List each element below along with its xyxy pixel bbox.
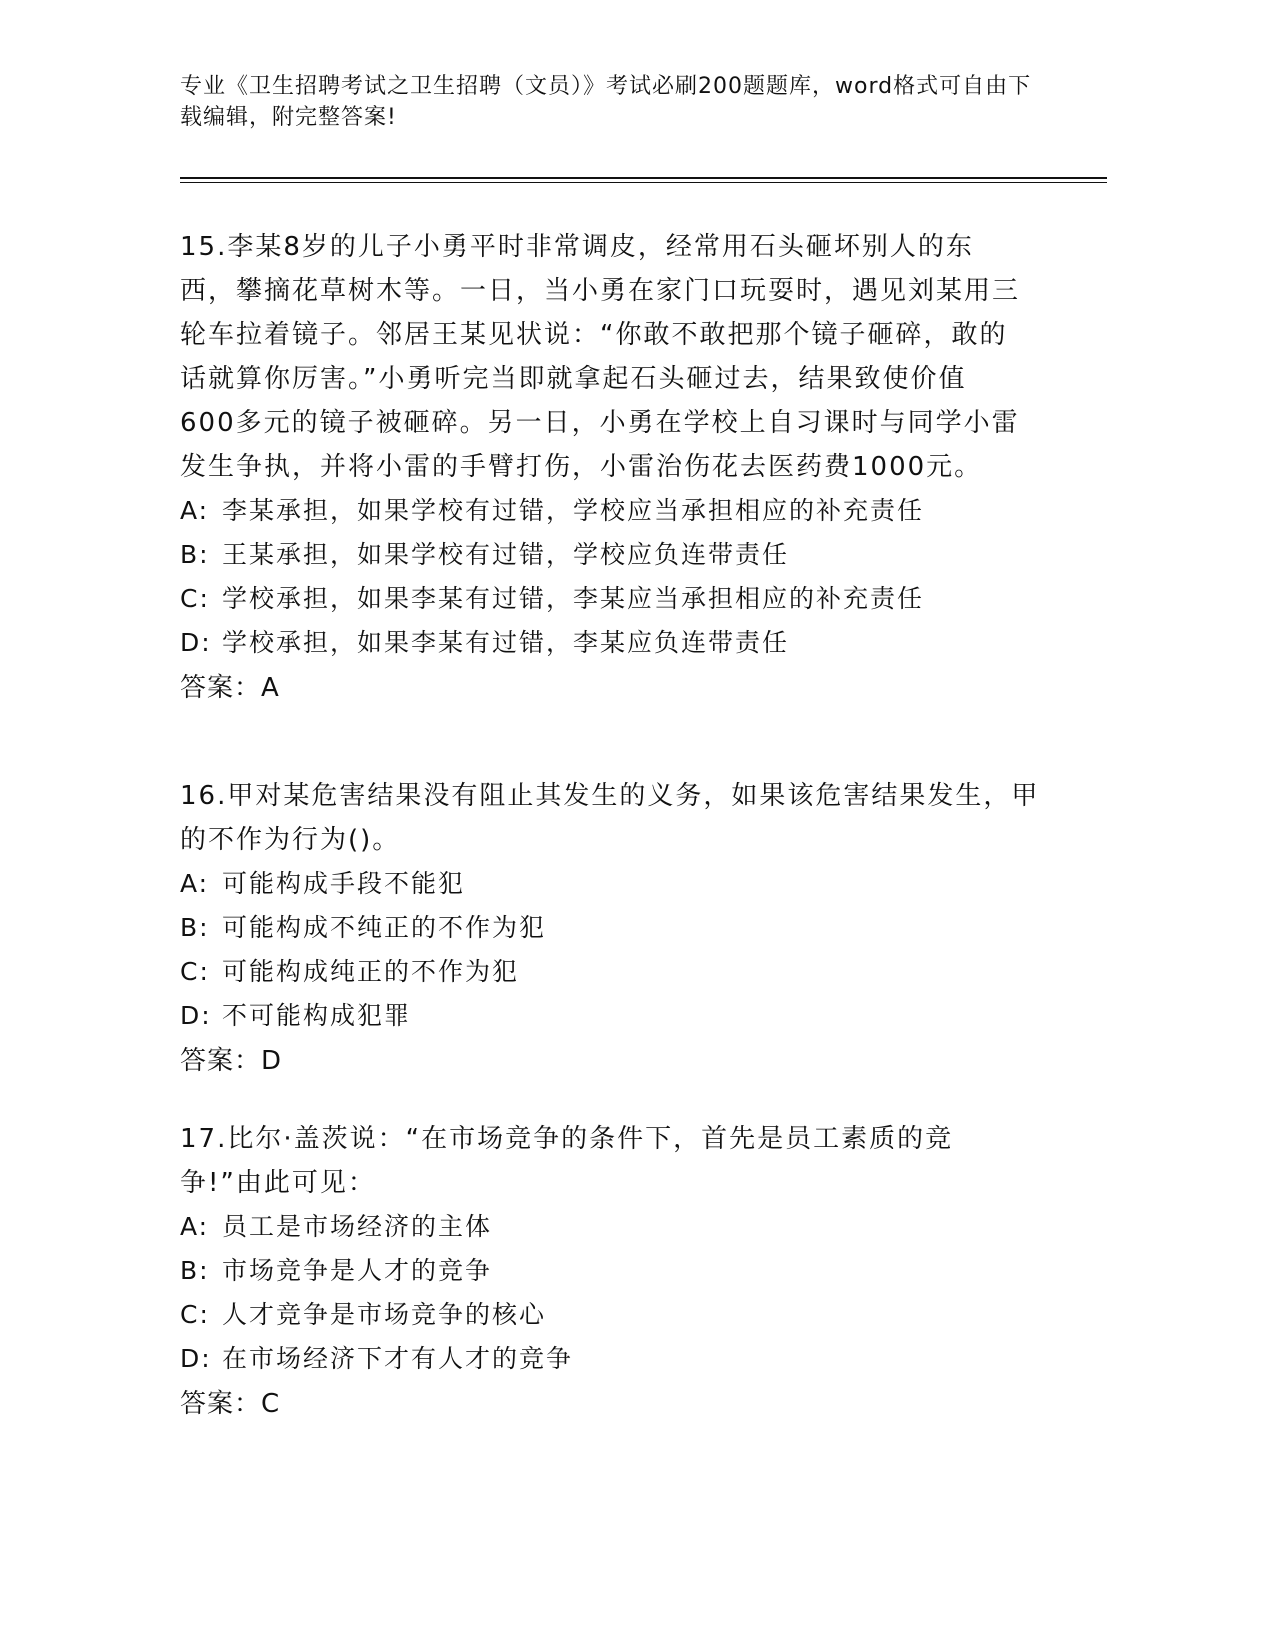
option-key: C: bbox=[180, 1300, 210, 1329]
option-a bbox=[180, 489, 1050, 533]
option-b bbox=[180, 533, 1050, 577]
answer-line: 答案：C bbox=[180, 1389, 281, 1419]
answer-line: 答案：A bbox=[180, 673, 280, 703]
option-d bbox=[180, 1337, 1050, 1381]
option-text: 可能构成手段不能犯 bbox=[222, 869, 466, 898]
option-key: A: bbox=[180, 496, 210, 525]
option-text: 在市场经济下才有人才的竞争 bbox=[222, 1344, 574, 1373]
option-key: D: bbox=[180, 628, 212, 657]
option-text: 王某承担，如果学校有过错，学校应负连带责任 bbox=[222, 540, 790, 569]
option-key: B: bbox=[180, 1256, 210, 1285]
option-key: B: bbox=[180, 913, 210, 942]
option-c bbox=[180, 577, 1050, 621]
option-b bbox=[180, 1249, 1050, 1293]
document-header: 专业《卫生招聘考试之卫生招聘（文员）》考试必刷200题题库，word格式可自由下载编辑，附完整答案! bbox=[180, 74, 1032, 130]
option-key: B: bbox=[180, 540, 210, 569]
option-text: 可能构成不纯正的不作为犯 bbox=[222, 913, 547, 942]
option-text: 学校承担，如果李某有过错，李某应当承担相应的补充责任 bbox=[222, 584, 925, 613]
option-text: 市场竞争是人才的竞争 bbox=[222, 1256, 493, 1285]
question-stem: 15.李某8岁的儿子小勇平时非常调皮，经常用石头砸坏别人的东西，攀摘花草树木等。一日，当小勇在家门口玩耍时，遇见刘某用三轮车拉着镜子。邻居王某见状说：“你敢不敢把那个镜子砸碎，敢的话就算你厉害。”小勇听完当即就拿起石头砸过去，结果致使价值600多元的镜子被砸碎。另一日，小勇在学校上自习课时与同学小雷发生争执，并将小雷的手臂打伤，小雷治伤花去医药费1000元。 bbox=[180, 232, 1021, 482]
option-a bbox=[180, 1205, 1050, 1249]
option-text: 人才竞争是市场竞争的核心 bbox=[222, 1300, 547, 1329]
option-key: A: bbox=[180, 869, 210, 898]
option-text: 李某承担，如果学校有过错，学校应当承担相应的补充责任 bbox=[222, 496, 925, 525]
answer-line: 答案：D bbox=[180, 1046, 283, 1076]
question-stem: 17.比尔·盖茨说：“在市场竞争的条件下，首先是员工素质的竞争!”由此可见： bbox=[180, 1124, 954, 1198]
option-key: D: bbox=[180, 1344, 212, 1373]
option-a bbox=[180, 862, 1050, 906]
question-17 bbox=[180, 1117, 1050, 1427]
header-divider-thin bbox=[180, 182, 1107, 183]
option-key: C: bbox=[180, 957, 210, 986]
option-c bbox=[180, 950, 1050, 994]
option-b bbox=[180, 906, 1050, 950]
question-stem: 16.甲对某危害结果没有阻止其发生的义务，如果该危害结果发生，甲的不作为行为()。 bbox=[180, 781, 1040, 855]
option-d bbox=[180, 994, 1050, 1038]
option-key: A: bbox=[180, 1212, 210, 1241]
option-d bbox=[180, 621, 1050, 665]
option-text: 可能构成纯正的不作为犯 bbox=[222, 957, 520, 986]
header-divider-thick bbox=[180, 177, 1107, 179]
option-key: C: bbox=[180, 584, 210, 613]
option-text: 不可能构成犯罪 bbox=[222, 1001, 412, 1030]
question-16 bbox=[180, 774, 1050, 1084]
option-key: D: bbox=[180, 1001, 212, 1030]
option-text: 学校承担，如果李某有过错，李某应负连带责任 bbox=[222, 628, 790, 657]
question-15 bbox=[180, 225, 1050, 711]
option-text: 员工是市场经济的主体 bbox=[222, 1212, 493, 1241]
option-c bbox=[180, 1293, 1050, 1337]
